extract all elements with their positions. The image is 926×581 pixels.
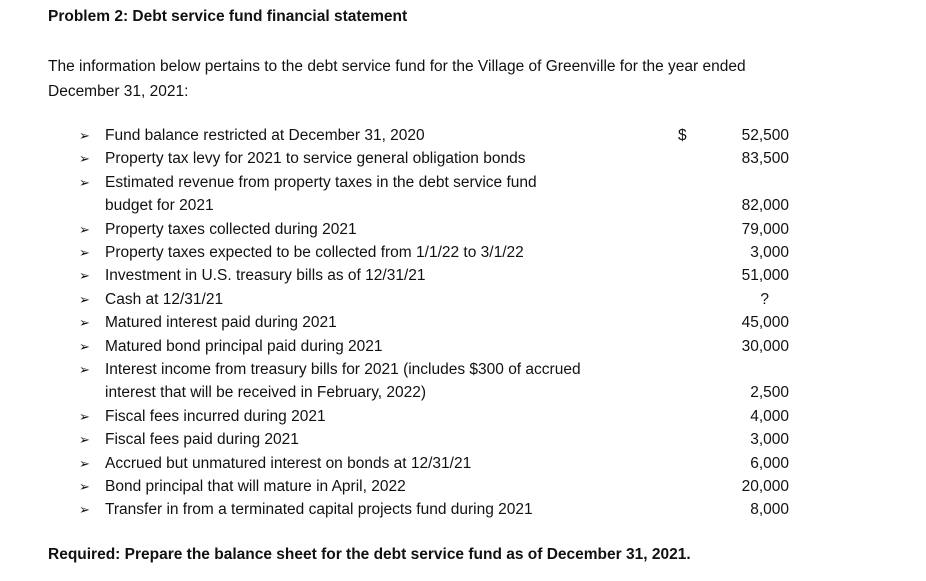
list-item [0, 358, 926, 381]
bullet-arrow-icon: ➢ [79, 502, 90, 518]
list-item [0, 218, 926, 241]
item-value: 51,000 [741, 267, 789, 285]
item-label: Matured interest paid during 2021 [105, 314, 337, 332]
list-item [0, 452, 926, 475]
item-value: 8,000 [750, 501, 789, 519]
list-item [0, 171, 926, 194]
list-item [0, 498, 926, 521]
list-item [0, 241, 926, 264]
item-value: 3,000 [750, 431, 789, 449]
item-label: Cash at 12/31/21 [105, 290, 224, 308]
bullet-arrow-icon: ➢ [79, 455, 90, 471]
problem-title: Problem 2: Debt service fund financial statement [48, 8, 408, 25]
bullet-arrow-icon: ➢ [79, 128, 90, 143]
item-label: Property tax levy for 2021 to service general obligation bonds [105, 150, 526, 168]
item-value: 82,000 [741, 197, 789, 215]
item-label: Fiscal fees incurred during 2021 [105, 407, 326, 425]
bullet-arrow-icon: ➢ [79, 174, 90, 190]
bullet-arrow-icon: ➢ [79, 338, 90, 354]
item-value: 45,000 [741, 314, 789, 332]
item-value: 4,000 [750, 407, 789, 425]
item-label: Fund balance restricted at December 31, 2020 [105, 127, 425, 144]
item-value: 20,000 [741, 478, 789, 495]
item-value: ? [760, 290, 769, 308]
bullet-arrow-icon: ➢ [79, 479, 90, 494]
item-value: 6,000 [750, 454, 789, 472]
bullet-arrow-icon: ➢ [79, 245, 90, 260]
item-label: budget for 2021 [105, 197, 214, 215]
list-item [0, 428, 926, 451]
item-label: Estimated revenue from property taxes in the debt service fund [105, 173, 537, 191]
bullet-arrow-icon: ➢ [79, 268, 90, 284]
bullet-arrow-icon: ➢ [79, 432, 90, 448]
intro-paragraph: The information below pertains to the debt service fund for the Village of Greenville for the year ended December 31, 2021: [48, 58, 746, 100]
bullet-arrow-icon: ➢ [79, 408, 90, 424]
item-label: Property taxes collected during 2021 [105, 220, 357, 238]
bullet-arrow-icon: ➢ [79, 315, 90, 331]
item-label: Accrued but unmatured interest on bonds at 12/31/21 [105, 454, 472, 472]
list-item [0, 381, 926, 404]
list-item [0, 194, 926, 217]
item-label: Matured bond principal paid during 2021 [105, 337, 383, 355]
list-item [0, 475, 926, 498]
item-value: 3,000 [750, 244, 789, 261]
list-item [0, 264, 926, 287]
item-label: Investment in U.S. treasury bills as of 12/31/21 [105, 267, 426, 285]
list-item [0, 311, 926, 334]
item-label: Property taxes expected to be collected from 1/1/22 to 3/1/22 [105, 244, 524, 261]
item-label: interest that will be received in February, 2022) [105, 384, 427, 402]
item-label: Transfer in from a terminated capital projects fund during 2021 [105, 501, 533, 519]
dollar-sign: $ [678, 127, 687, 144]
required-instruction: Required: Prepare the balance sheet for the debt service fund as of December 31, 2021. [48, 546, 691, 563]
bullet-arrow-icon: ➢ [79, 151, 90, 167]
list-item [0, 124, 926, 147]
item-label: Bond principal that will mature in April, 2022 [105, 478, 406, 495]
list-item [0, 288, 926, 311]
item-label: Fiscal fees paid during 2021 [105, 431, 299, 449]
item-value: 79,000 [741, 220, 789, 238]
bullet-arrow-icon: ➢ [79, 221, 90, 237]
item-label: Interest income from treasury bills for 2021 (includes $300 of accrued [105, 361, 581, 378]
bullet-arrow-icon: ➢ [79, 291, 90, 307]
bullet-arrow-icon: ➢ [79, 362, 90, 377]
item-value: 83,500 [741, 150, 789, 168]
list-item [0, 335, 926, 358]
item-value: 2,500 [750, 384, 789, 402]
item-value: 52,500 [741, 127, 789, 144]
item-value: 30,000 [741, 337, 789, 355]
list-item [0, 405, 926, 428]
list-item [0, 147, 926, 170]
